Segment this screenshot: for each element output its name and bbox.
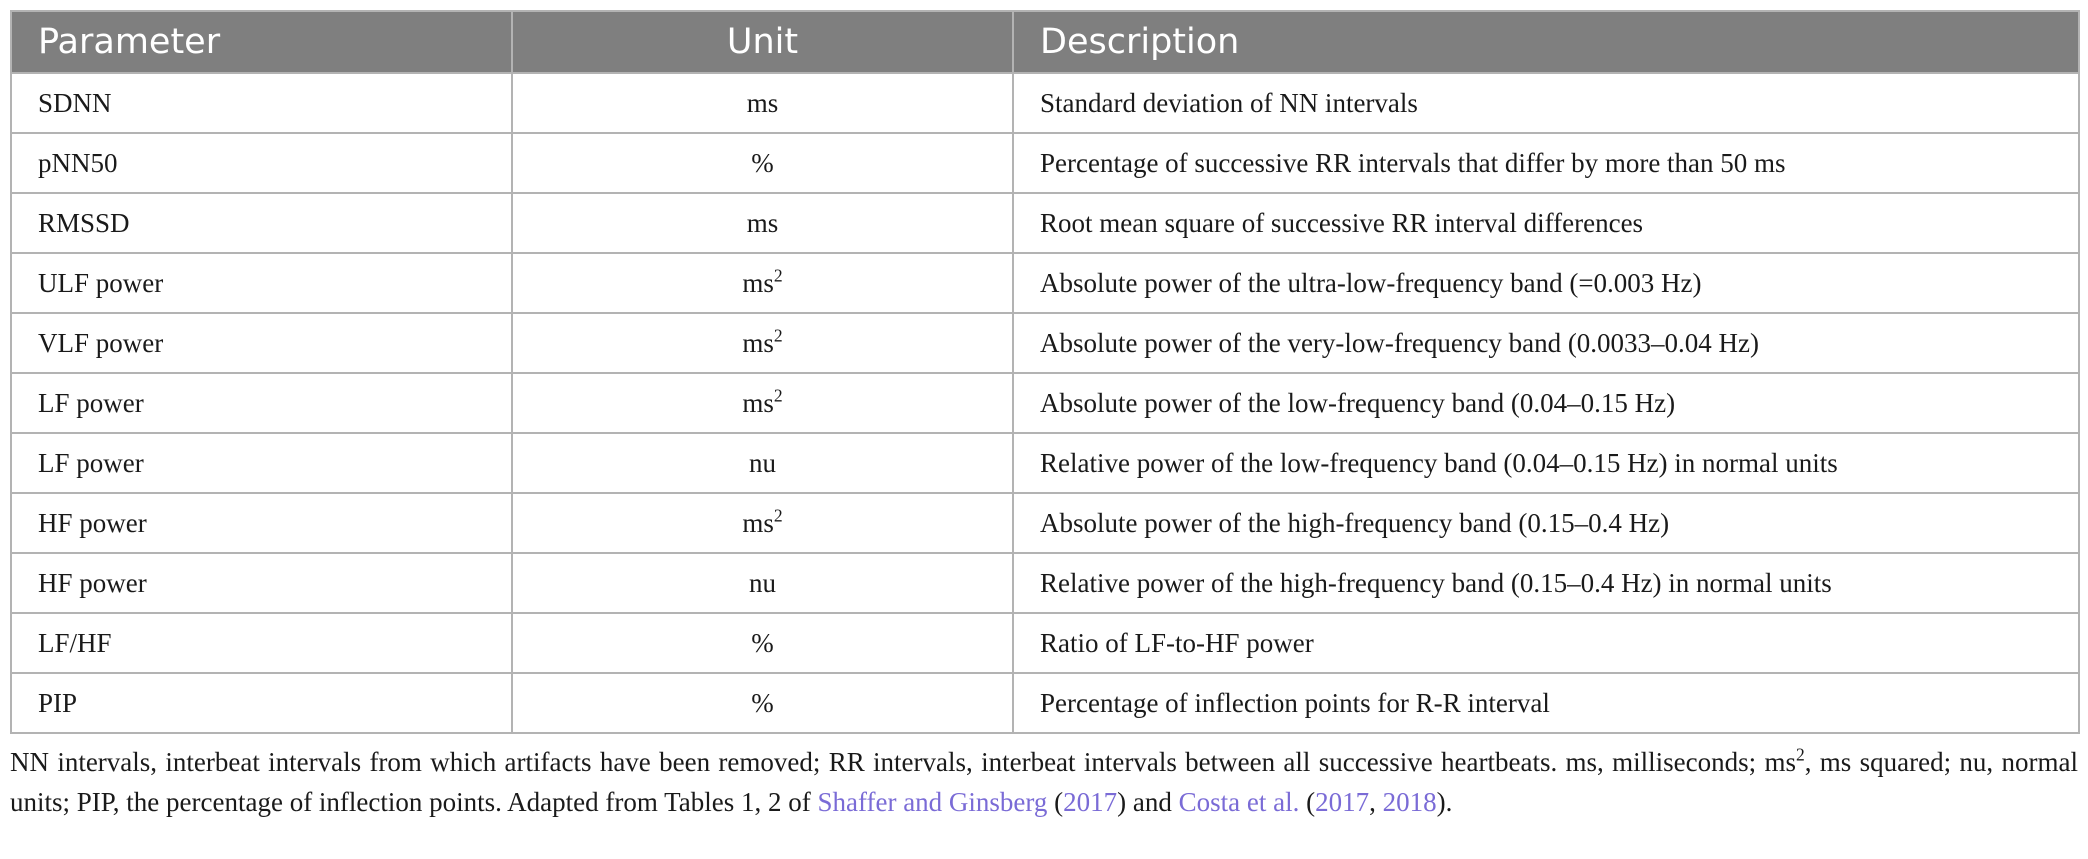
cell-parameter: SDNN — [11, 73, 512, 133]
header-description: Description — [1013, 11, 2079, 73]
cell-description: Ratio of LF-to-HF power — [1013, 613, 2079, 673]
cell-unit — [512, 373, 1013, 433]
unit-text: ms — [746, 207, 779, 238]
table-footnote — [10, 742, 2078, 822]
footnote-paren: ( — [1299, 787, 1316, 817]
citation-link-costa-2018[interactable]: 2018 — [1382, 787, 1437, 817]
table-body — [11, 73, 2079, 733]
cell-parameter: LF power — [11, 433, 512, 493]
citation-link-shaffer-ginsberg[interactable]: Shaffer and Ginsberg — [817, 787, 1048, 817]
citation-link-costa[interactable]: Costa et al. — [1178, 787, 1300, 817]
cell-unit — [512, 493, 1013, 553]
cell-unit — [512, 433, 1013, 493]
citation-link-costa-2017[interactable]: 2017 — [1315, 787, 1370, 817]
cell-unit — [512, 253, 1013, 313]
header-parameter: Parameter — [11, 11, 512, 73]
table-row — [11, 553, 2079, 613]
table-row — [11, 433, 2079, 493]
unit-text: ms — [742, 327, 774, 358]
cell-description: Root mean square of successive RR interval differences — [1013, 193, 2079, 253]
unit-text: % — [751, 147, 774, 178]
footnote-superscript: 2 — [1795, 744, 1805, 765]
cell-parameter: VLF power — [11, 313, 512, 373]
cell-description: Relative power of the low-frequency band (0.04–0.15 Hz) in normal units — [1013, 433, 2079, 493]
table-row — [11, 613, 2079, 673]
footnote-text-3: ) and — [1117, 787, 1179, 817]
unit-text: nu — [749, 567, 776, 598]
table-row — [11, 313, 2079, 373]
table-row — [11, 253, 2079, 313]
unit-superscript: 2 — [773, 504, 783, 525]
table-row — [11, 493, 2079, 553]
cell-description: Absolute power of the high-frequency band (0.15–0.4 Hz) — [1013, 493, 2079, 553]
cell-parameter: ULF power — [11, 253, 512, 313]
cell-description: Standard deviation of NN intervals — [1013, 73, 2079, 133]
cell-unit — [512, 193, 1013, 253]
cell-description: Absolute power of the very-low-frequency band (0.0033–0.04 Hz) — [1013, 313, 2079, 373]
cell-parameter: PIP — [11, 673, 512, 733]
footnote-paren: ( — [1047, 787, 1064, 817]
table-row — [11, 373, 2079, 433]
unit-text: ms — [746, 87, 779, 118]
cell-parameter: LF power — [11, 373, 512, 433]
table-header-row — [11, 11, 2079, 73]
hrv-parameters-table — [10, 10, 2080, 734]
cell-unit — [512, 133, 1013, 193]
footnote-end: ). — [1436, 787, 1453, 817]
unit-text: ms — [742, 507, 774, 538]
unit-text: ms — [742, 387, 774, 418]
citation-link-2017[interactable]: 2017 — [1063, 787, 1118, 817]
cell-description: Absolute power of the low-frequency band (0.04–0.15 Hz) — [1013, 373, 2079, 433]
cell-parameter: LF/HF — [11, 613, 512, 673]
footnote-text-1: NN intervals, interbeat intervals from which artifacts have been removed; RR intervals, interbeat intervals between all successive heartbeats. ms, milliseconds; ms — [10, 747, 1796, 777]
table-row — [11, 133, 2079, 193]
table-row — [11, 73, 2079, 133]
unit-superscript: 2 — [773, 324, 783, 345]
footnote-comma: , — [1369, 787, 1383, 817]
cell-parameter: HF power — [11, 493, 512, 553]
cell-unit — [512, 613, 1013, 673]
cell-unit — [512, 313, 1013, 373]
unit-superscript: 2 — [773, 264, 783, 285]
unit-text: nu — [749, 447, 776, 478]
cell-description: Absolute power of the ultra-low-frequency band (=0.003 Hz) — [1013, 253, 2079, 313]
cell-description: Percentage of inflection points for R-R interval — [1013, 673, 2079, 733]
cell-unit — [512, 73, 1013, 133]
cell-unit — [512, 673, 1013, 733]
unit-text: ms — [742, 267, 774, 298]
table-row — [11, 673, 2079, 733]
footnote-text-2: , ms squared; nu, normal units; PIP, the percentage of inflection points. Adapted from Tables 1, 2 of — [10, 747, 2078, 817]
unit-text: % — [751, 627, 774, 658]
document — [10, 10, 2078, 822]
unit-text: % — [751, 687, 774, 718]
header-unit: Unit — [512, 11, 1013, 73]
cell-parameter: pNN50 — [11, 133, 512, 193]
unit-superscript: 2 — [773, 384, 783, 405]
cell-unit — [512, 553, 1013, 613]
cell-description: Percentage of successive RR intervals that differ by more than 50 ms — [1013, 133, 2079, 193]
cell-description: Relative power of the high-frequency band (0.15–0.4 Hz) in normal units — [1013, 553, 2079, 613]
cell-parameter: HF power — [11, 553, 512, 613]
table-row — [11, 193, 2079, 253]
cell-parameter: RMSSD — [11, 193, 512, 253]
